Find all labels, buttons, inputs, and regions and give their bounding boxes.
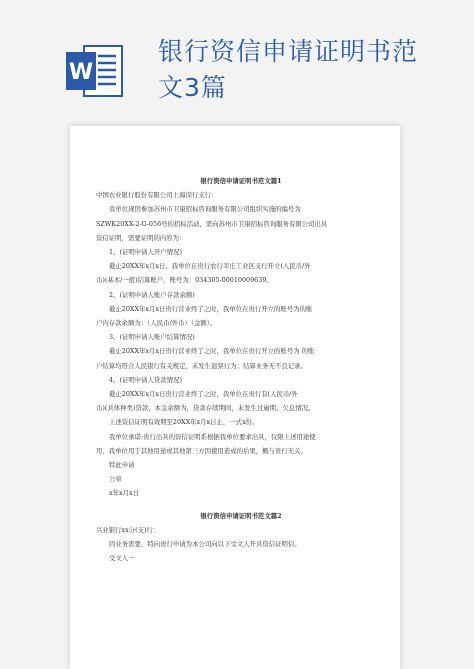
document-line: 币)(具体种类)贷款，本金余额为，贷款存续期间，未发生过逾期、欠息情况。 bbox=[96, 404, 315, 413]
document-line: 中国农业银行股份有限公司上海闵行支行： bbox=[96, 191, 218, 200]
document-line: 截止20XX年x月x日，我单位在贵行农行莘庄工业区支行开立(人民币/外 bbox=[109, 262, 311, 271]
document-line: 2、(证明申请人账户存款余额) bbox=[109, 290, 195, 299]
document-line: 特此申请 bbox=[109, 461, 135, 470]
document-line: SZWK20XX-2-G-056号的招标活动，需向苏州市卫康招标咨询服务有限公司出具 bbox=[96, 219, 328, 228]
document-line: 公章 bbox=[109, 475, 122, 484]
document-line: 1、(证明申请人开户情况) bbox=[109, 248, 182, 257]
document-line: 受文人一 bbox=[109, 554, 135, 563]
section-1-content bbox=[96, 188, 386, 500]
section-2-content bbox=[96, 523, 386, 566]
word-document-icon bbox=[64, 40, 126, 102]
document-line: 用，我单位用于其他用途或其他第三方因使用造成的后果，概与贵行无关。 bbox=[96, 446, 307, 455]
document-body bbox=[96, 174, 386, 565]
title-line-1: 银行资信申请证明书范 bbox=[158, 37, 419, 66]
svg-text:W: W bbox=[68, 60, 94, 85]
document-line: 3、(证明申请人账户结算情况) bbox=[109, 333, 195, 342]
header bbox=[0, 0, 474, 120]
document-line: 币)(基本/一般)结算账户，账号为：034305-00010009639。 bbox=[96, 276, 273, 285]
document-line: 截止20XX年x月x日贵行营业终了之时，我单位在贵行有(人民币/外 bbox=[109, 390, 298, 399]
page-title bbox=[158, 34, 458, 106]
document-line: x年x月x日 bbox=[109, 489, 139, 498]
document-line: 户内存款余额为：（人民币/外币）（金额）。 bbox=[96, 319, 217, 328]
title-line-2: 文3篇 bbox=[158, 73, 227, 102]
document-line: 兴业银行xx分(支)行： bbox=[96, 525, 160, 534]
document-line: 户结算均符合人民银行有关规定，未发生退票行为；结算业务无不良记录。 bbox=[96, 361, 307, 370]
document-line: 截止20XX年x月x日贵行营业终了之时，我单位在贵行开立的账号为的账 bbox=[109, 304, 313, 313]
document-line: 我单位现因参加苏州市卫康招标咨询服务有限公司组织实施的编号为 bbox=[109, 205, 301, 214]
document-line: 我单位承诺:贵行出具的资信证明系根据我单位要求出具，仅限上述用途使 bbox=[109, 432, 316, 441]
document-line: 截止20XX年x月x日贵行营业终了之时，我单位在贵行开立的账号为 的账 bbox=[109, 347, 315, 356]
document-page bbox=[70, 126, 400, 669]
document-line: 资信证明，需要证明的内容为： bbox=[96, 233, 186, 242]
document-line: 上述资信证明有效期至20XX年x月x日止，一式x份。 bbox=[109, 418, 259, 427]
document-line: 4、(证明申请人贷款情况) bbox=[109, 375, 182, 384]
section-1-title: 银行资信申请证明书范文篇1 bbox=[200, 177, 282, 185]
section-2-title: 银行资信申请证明书范文篇2 bbox=[200, 511, 282, 520]
document-line: 因业务需要，特向贵行申请为本公司向以下受文人开具资信证明信。 bbox=[109, 540, 301, 549]
